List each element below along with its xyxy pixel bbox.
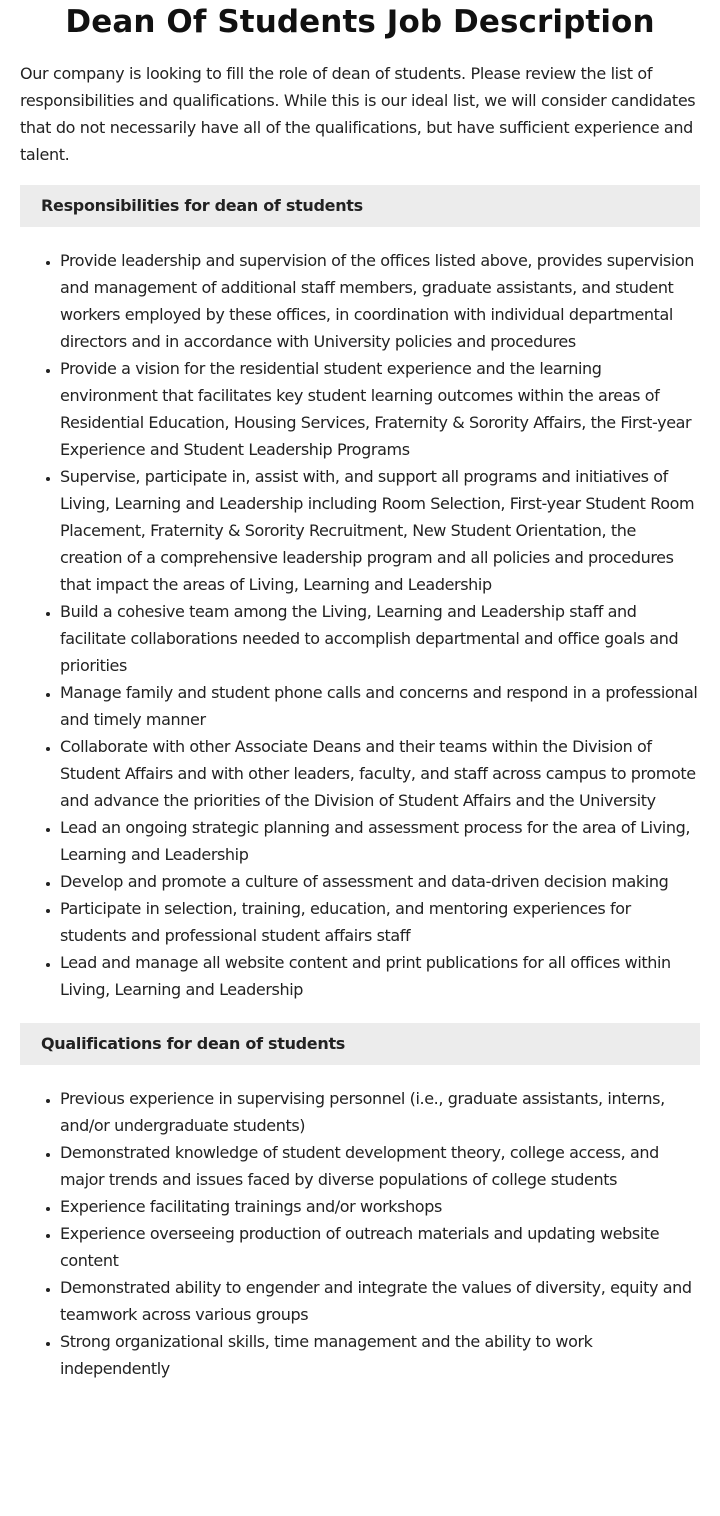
- list-item: • Provide leadership and supervision of the offices listed above, provides supervision and management of additional staff members, graduate assistants, and student workers employed by these offices, in coordination with individual departmental directors and in accordance with University policies and procedures: [60, 247, 700, 355]
- responsibilities-list: [20, 247, 700, 1003]
- list-item: • Supervise, participate in, assist with, and support all programs and initiatives of Living, Learning and Leadership including Room Selection, First-year Student Room Placement, Fraternity & Sorority Recruitment, New Student Orientation, the creation of a comprehensive leadership program and all policies and procedures that impact the areas of Living, Learning and Leadership: [60, 463, 700, 598]
- list-item: • Collaborate with other Associate Deans and their teams within the Division of Student Affairs and with other leaders, faculty, and staff across campus to promote and advance the priorities of the Division of Student Affairs and the University: [60, 733, 700, 814]
- list-item: • Lead and manage all website content and print publications for all offices within Living, Learning and Leadership: [60, 949, 700, 1003]
- list-item: • Experience facilitating trainings and/or workshops: [60, 1193, 700, 1220]
- list-item: • Provide a vision for the residential student experience and the learning environment that facilitates key student learning outcomes within the areas of Residential Education, Housing Services, Fraternity & Sorority Affairs, the First-year Experience and Student Leadership Programs: [60, 355, 700, 463]
- list-item: • Previous experience in supervising personnel (i.e., graduate assistants, interns, and/or undergraduate students): [60, 1085, 700, 1139]
- list-item: • Participate in selection, training, education, and mentoring experiences for students and professional student affairs staff: [60, 895, 700, 949]
- qualifications-heading: Qualifications for dean of students: [20, 1023, 700, 1065]
- list-item: • Lead an ongoing strategic planning and assessment process for the area of Living, Learning and Leadership: [60, 814, 700, 868]
- list-item: • Experience overseeing production of outreach materials and updating website content: [60, 1220, 700, 1274]
- list-item: • Demonstrated knowledge of student development theory, college access, and major trends and issues faced by diverse populations of college students: [60, 1139, 700, 1193]
- qualifications-list: [20, 1085, 700, 1382]
- page-title: Dean Of Students Job Description: [65, 4, 655, 40]
- list-item: • Demonstrated ability to engender and integrate the values of diversity, equity and teamwork across various groups: [60, 1274, 700, 1328]
- intro-paragraph: Our company is looking to fill the role of dean of students. Please review the list of responsibilities and qualifications. While this is our ideal list, we will consider candidates that do not necessarily have all of the qualifications, but have sufficient experience and talent.: [20, 64, 696, 164]
- list-item: • Manage family and student phone calls and concerns and respond in a professional and timely manner: [60, 679, 700, 733]
- list-item: • Develop and promote a culture of assessment and data-driven decision making: [60, 868, 700, 895]
- list-item: • Build a cohesive team among the Living, Learning and Leadership staff and facilitate collaborations needed to accomplish departmental and office goals and priorities: [60, 598, 700, 679]
- responsibilities-heading: Responsibilities for dean of students: [20, 185, 700, 227]
- list-item: • Strong organizational skills, time management and the ability to work independently: [60, 1328, 700, 1382]
